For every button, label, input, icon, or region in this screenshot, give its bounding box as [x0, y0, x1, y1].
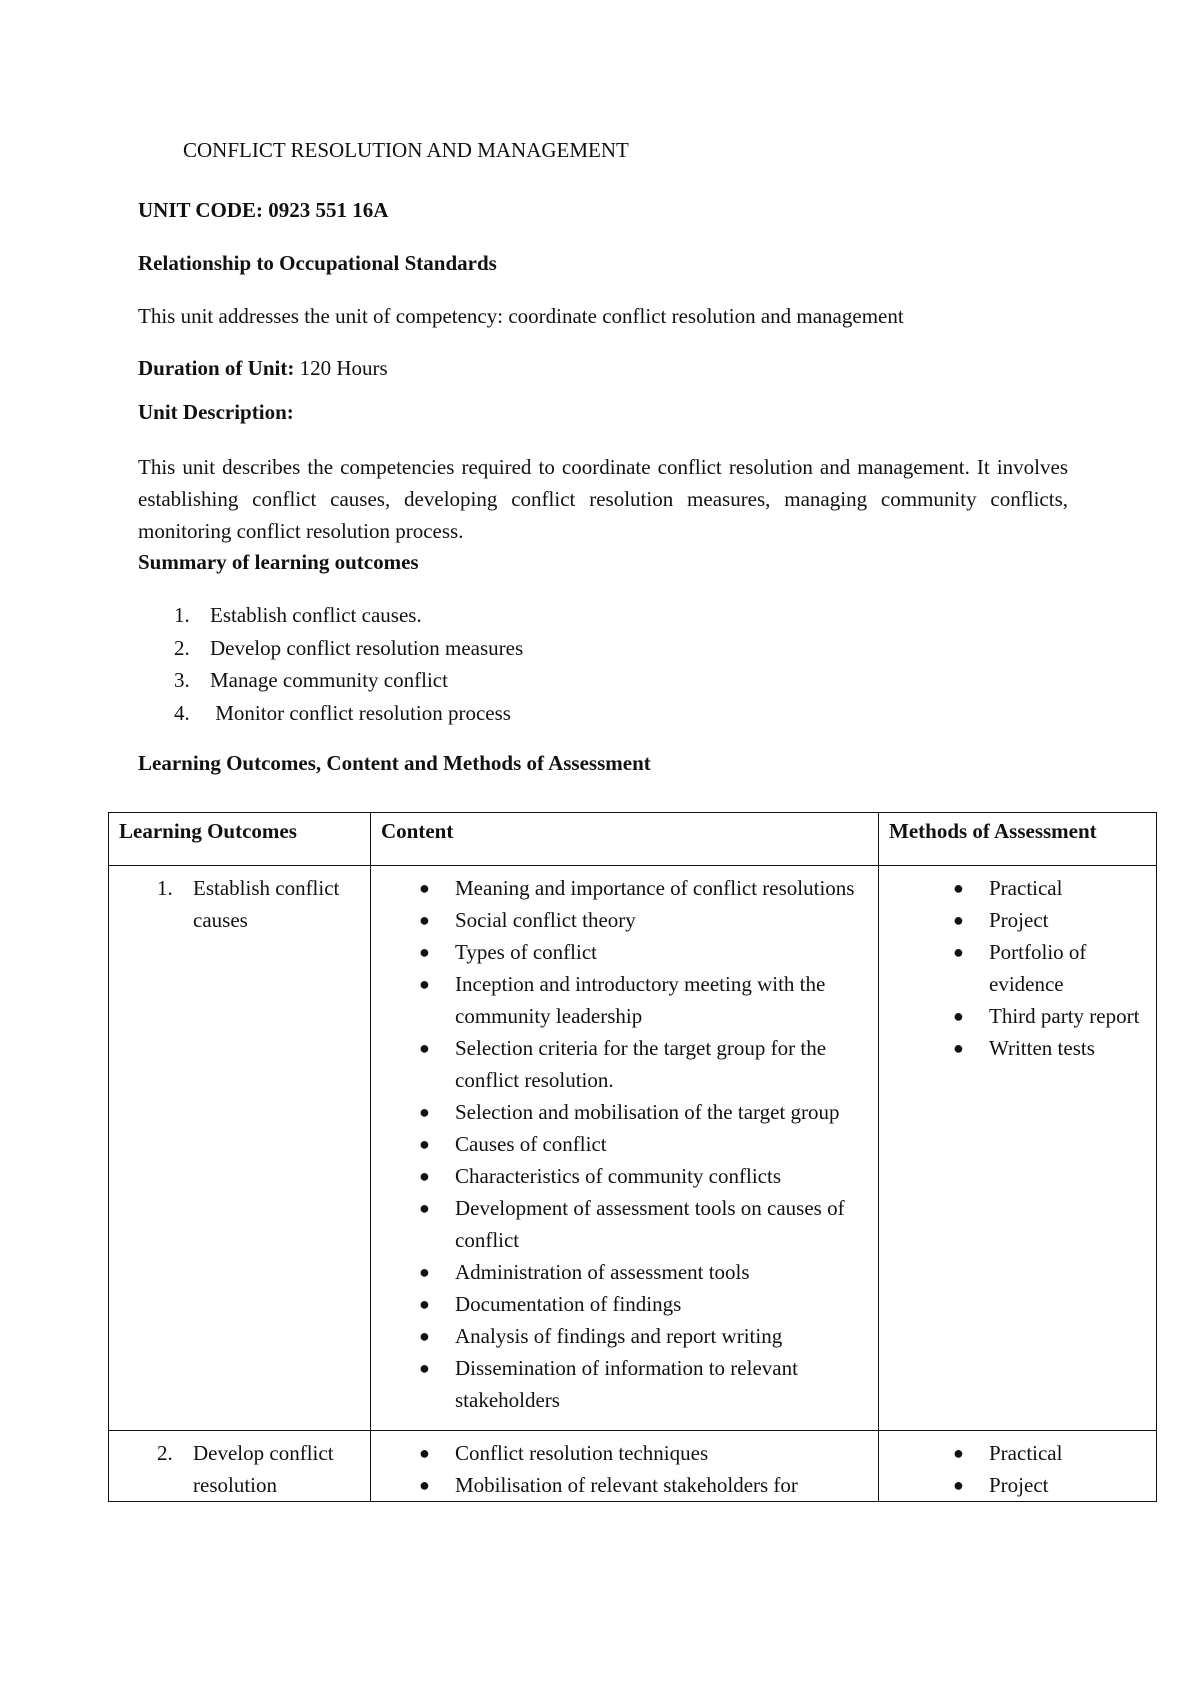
- list-item: [371, 936, 878, 968]
- list-item: [371, 1320, 878, 1352]
- list-item: [879, 936, 1156, 1000]
- content-cell: [371, 866, 879, 1431]
- bullet-icon: ●: [419, 1443, 430, 1463]
- bullet-text: Selection and mobilisation of the target group: [455, 1100, 840, 1124]
- bullet-text: Inception and introductory meeting with the community leadership: [455, 972, 826, 1028]
- bullet-text: Project: [989, 1473, 1049, 1497]
- list-item: [371, 1288, 878, 1320]
- list-item: [371, 1160, 878, 1192]
- bullet-icon: ●: [953, 910, 964, 930]
- relationship-text: This unit addresses the unit of competency: coordinate conflict resolution and management: [138, 304, 904, 328]
- methods-cell: [879, 866, 1157, 1431]
- bullet-icon: ●: [419, 910, 430, 930]
- summary-heading: Summary of learning outcomes: [138, 550, 419, 574]
- description-heading: Unit Description:: [138, 400, 294, 424]
- header-content: Content: [381, 819, 454, 843]
- bullet-text: Analysis of findings and report writing: [455, 1324, 783, 1348]
- list-text: Monitor conflict resolution process: [210, 700, 511, 725]
- list-item: [371, 968, 878, 1032]
- list-item: [879, 872, 1156, 904]
- document-title: CONFLICT RESOLUTION AND MANAGEMENT: [183, 138, 629, 162]
- bullet-text: Documentation of findings: [455, 1292, 682, 1316]
- outcome-text: Develop conflict resolution: [193, 1441, 334, 1497]
- bullet-icon: ●: [953, 1475, 964, 1495]
- list-item: [371, 1352, 878, 1416]
- unit-code: UNIT CODE: 0923 551 16A: [138, 198, 389, 222]
- list-item: [371, 1096, 878, 1128]
- bullet-text: Causes of conflict: [455, 1132, 607, 1156]
- table-heading: Learning Outcomes, Content and Methods of Assessment: [138, 751, 651, 775]
- table-row: [109, 866, 1157, 1431]
- outcome-cell: [109, 866, 371, 1431]
- bullet-text: Practical: [989, 1441, 1063, 1465]
- methods-list: [879, 1431, 1156, 1501]
- list-item: [371, 1469, 878, 1501]
- bullet-icon: ●: [953, 1006, 964, 1026]
- list-item: [371, 1192, 878, 1256]
- bullet-text: Characteristics of community conflicts: [455, 1164, 781, 1188]
- list-item: [879, 1000, 1156, 1032]
- bullet-icon: ●: [419, 1475, 430, 1495]
- list-item: [371, 1256, 878, 1288]
- list-item: [371, 872, 878, 904]
- bullet-text: Written tests: [989, 1036, 1095, 1060]
- list-item: [371, 1128, 878, 1160]
- methods-list: [879, 866, 1156, 1078]
- table-row: [109, 1431, 1157, 1502]
- list-number: 1.: [174, 603, 190, 627]
- bullet-text: Administration of assessment tools: [455, 1260, 750, 1284]
- outcome-text: Establish conflict causes: [193, 876, 340, 932]
- outcome-cell: [109, 1431, 371, 1502]
- list-text: Develop conflict resolution measures: [210, 635, 524, 660]
- header-cell: [109, 813, 371, 866]
- list-item: [138, 697, 523, 730]
- bullet-icon: ●: [419, 1358, 430, 1378]
- header-cell: [371, 813, 879, 866]
- relationship-heading: Relationship to Occupational Standards: [138, 251, 497, 275]
- methods-cell: [879, 1431, 1157, 1502]
- list-item: [879, 1437, 1156, 1469]
- bullet-text: Third party report: [989, 1004, 1140, 1028]
- content-cell: [371, 1431, 879, 1502]
- bullet-icon: ●: [419, 942, 430, 962]
- bullet-text: Social conflict theory: [455, 908, 636, 932]
- bullet-icon: ●: [419, 1294, 430, 1314]
- bullet-text: Meaning and importance of conflict resolutions: [455, 876, 855, 900]
- description-text: This unit describes the competencies required to coordinate conflict resolution and management. It involves establishing conflict causes, developing conflict resolution measures, managing community conflicts, monitoring conflict resolution process.: [138, 455, 1068, 543]
- list-item: [371, 1437, 878, 1469]
- list-number: 3.: [174, 668, 190, 692]
- duration-line: [138, 356, 388, 381]
- list-item: [371, 904, 878, 936]
- outcomes-table: [108, 812, 1157, 1502]
- bullet-icon: ●: [419, 1134, 430, 1154]
- bullet-icon: ●: [953, 1443, 964, 1463]
- list-number: 2.: [174, 635, 190, 660]
- bullet-icon: ●: [419, 1326, 430, 1346]
- bullet-icon: ●: [419, 1198, 430, 1218]
- content-list: [371, 866, 878, 1430]
- list-item: [879, 1469, 1156, 1501]
- header-methods: Methods of Assessment: [889, 819, 1097, 843]
- header-learning-outcomes: Learning Outcomes: [119, 819, 297, 843]
- list-item: [371, 1032, 878, 1096]
- list-item: [138, 599, 523, 632]
- bullet-icon: ●: [419, 1102, 430, 1122]
- outcome-number: 1.: [157, 876, 173, 900]
- bullet-text: Conflict resolution techniques: [455, 1441, 709, 1465]
- summary-list: [138, 599, 523, 729]
- list-item: [138, 664, 523, 697]
- outcome-number: 2.: [157, 1441, 173, 1465]
- bullet-icon: ●: [419, 974, 430, 994]
- list-text: Establish conflict causes.: [210, 603, 422, 627]
- header-cell: [879, 813, 1157, 866]
- bullet-text: Portfolio of evidence: [989, 940, 1087, 996]
- bullet-icon: ●: [953, 1038, 964, 1058]
- bullet-text: Selection criteria for the target group for the conflict resolution.: [455, 1036, 827, 1092]
- bullet-icon: ●: [419, 1038, 430, 1058]
- duration-label: Duration of Unit:: [138, 356, 295, 380]
- bullet-icon: ●: [419, 878, 430, 898]
- list-number: 4.: [174, 700, 190, 725]
- bullet-text: Dissemination of information to relevant stakeholders: [455, 1356, 798, 1412]
- bullet-text: Practical: [989, 876, 1063, 900]
- table-header-row: [109, 813, 1157, 866]
- bullet-text: Project: [989, 908, 1049, 932]
- content-list: [371, 1431, 878, 1501]
- bullet-icon: ●: [419, 1262, 430, 1282]
- list-item: [879, 1032, 1156, 1064]
- bullet-icon: ●: [953, 878, 964, 898]
- bullet-text: Development of assessment tools on causes of conflict: [455, 1196, 845, 1252]
- bullet-icon: ●: [953, 942, 964, 962]
- duration-value: 120 Hours: [299, 356, 388, 380]
- list-item: [879, 904, 1156, 936]
- list-text: Manage community conflict: [210, 668, 448, 692]
- bullet-icon: ●: [419, 1166, 430, 1186]
- list-item: [138, 632, 523, 665]
- bullet-text: Types of conflict: [455, 940, 597, 964]
- bullet-text: Mobilisation of relevant stakeholders for: [455, 1473, 798, 1497]
